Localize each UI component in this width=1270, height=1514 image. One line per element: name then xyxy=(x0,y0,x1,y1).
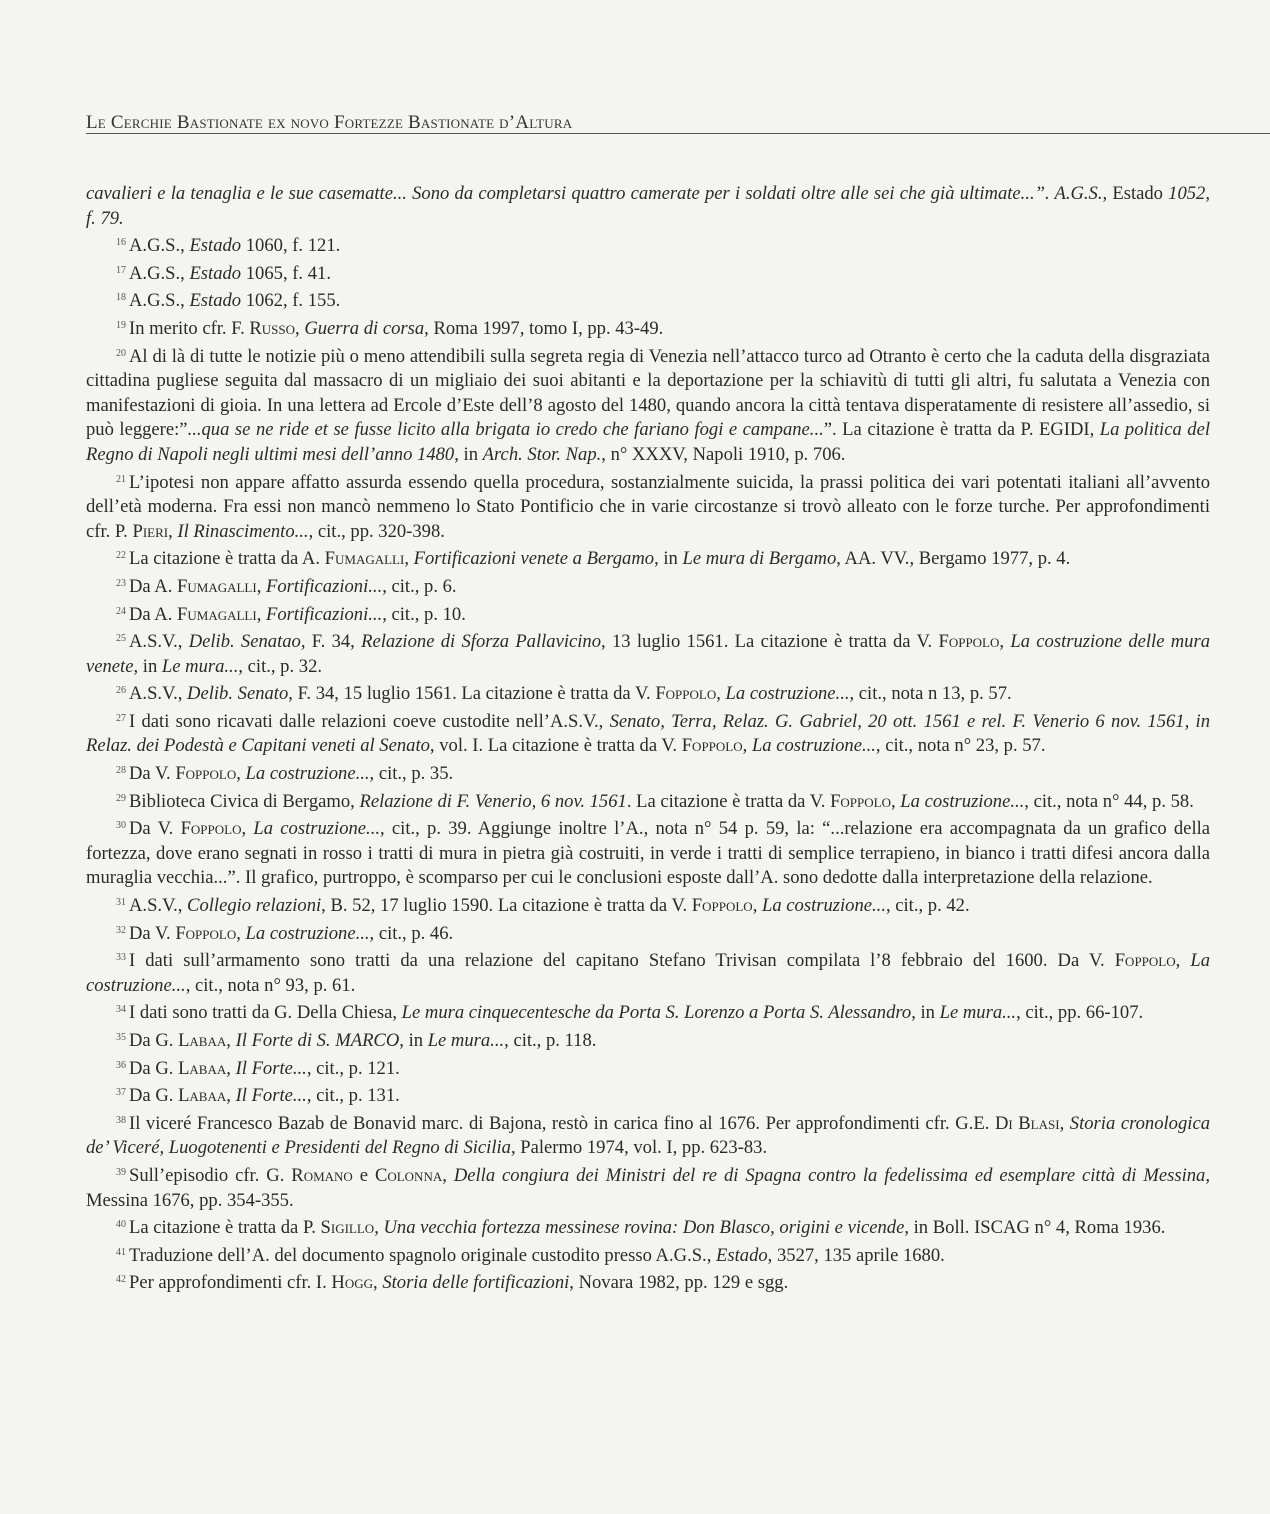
footnote-31 xyxy=(86,891,1210,919)
footnote-38 xyxy=(86,1109,1210,1161)
footnote-number: 24 xyxy=(116,605,126,617)
footnote-number: 32 xyxy=(116,924,126,936)
footnote-text-segment: , Messina 1676, pp. 354-355. xyxy=(86,1164,1210,1211)
footnote-text-segment: Romano xyxy=(291,1164,353,1186)
footnote-text-segment: Guerra di corsa xyxy=(304,317,425,339)
footnote-text-segment: , in Boll. ISCAG n° 4, Roma 1936. xyxy=(904,1217,1166,1239)
footnote-28 xyxy=(86,759,1210,787)
footnote-text-segment: Da A. xyxy=(129,575,178,597)
footnote-text-segment: , xyxy=(226,1085,236,1107)
footnote-text-segment: , in xyxy=(133,655,162,677)
footnote-text-segment: In merito cfr. F. xyxy=(129,317,250,339)
footnote-33 xyxy=(86,946,1210,998)
footnote-text-segment: , cit., p. 118. xyxy=(504,1030,597,1051)
footnote-text-segment: Foppolo xyxy=(691,895,753,917)
footnote-text-segment: , cit., p. 32. xyxy=(238,655,323,677)
footnote-text-segment: Fortificazioni... xyxy=(266,575,383,597)
footnote-text-segment: A.G.S., xyxy=(129,262,190,284)
footnote-27 xyxy=(86,707,1210,759)
footnote-21 xyxy=(86,468,1210,545)
footnote-text-segment: Della congiura dei Ministri del re di Spagna contro la fedelissima ed esemplare città di Messina xyxy=(453,1164,1206,1186)
footnote-text-segment: , xyxy=(442,1164,454,1186)
footnote-text-segment: , 3527, 135 aprile 1680. xyxy=(767,1244,945,1266)
footnote-text-segment: Pieri xyxy=(132,520,169,542)
footnote-number: 23 xyxy=(116,577,126,589)
footnote-text-segment: , cit., nota n° 23, p. 57. xyxy=(875,735,1046,757)
footnote-text-segment: , cit., nota n 13, p. 57. xyxy=(849,683,1012,705)
footnote-15 xyxy=(86,182,1210,231)
footnote-22 xyxy=(86,544,1210,572)
footnote-number: 35 xyxy=(116,1032,126,1043)
footnote-number: 39 xyxy=(116,1166,126,1178)
footnote-text-segment: , xyxy=(226,1030,236,1051)
footnote-text-segment: Da G. xyxy=(129,1057,179,1079)
footnote-text-segment: Per approfondimenti cfr. I. xyxy=(129,1272,332,1294)
footnote-text-segment: Foppolo xyxy=(175,922,237,944)
footnote-text-segment: Estado xyxy=(189,262,242,284)
footnote-text-segment: , Novara 1982, pp. 129 e sgg. xyxy=(569,1272,789,1294)
footnote-text-segment: La costruzione... xyxy=(751,735,876,757)
footnote-26 xyxy=(86,679,1210,707)
footnote-text-segment: Da G. xyxy=(129,1030,179,1051)
footnote-text-segment: ...qua se ne ride et se fusse licito alla brigata io credo che fariano fogi e campane... xyxy=(187,419,824,441)
footnote-number: 38 xyxy=(116,1114,126,1126)
footnote-text-segment: , F. 34, xyxy=(300,631,362,653)
footnote-20 xyxy=(86,342,1210,468)
footnote-text-segment: , cit., p. 121. xyxy=(306,1057,400,1079)
footnote-text-segment: ”. La citazione è tratta da P. EGIDI, xyxy=(823,419,1100,441)
footnote-16 xyxy=(86,231,1210,259)
footnote-text-segment: , in xyxy=(399,1030,428,1051)
footnote-text-segment: , AA. VV., Bergamo 1977, p. 4. xyxy=(836,548,1071,570)
footnote-text-segment: Biblioteca Civica di Bergamo, xyxy=(129,790,360,812)
footnote-text-segment: , xyxy=(168,520,178,542)
footnote-text-segment: Relazione di F. Venerio, 6 nov. 1561 xyxy=(359,790,627,812)
footnote-24 xyxy=(86,600,1210,628)
footnote-text-segment: Il Forte di S. MARCO xyxy=(235,1030,400,1051)
footnote-text-segment: Storia cronologica de’ Viceré, Luogotenenti e Presidenti del Regno di Sicilia xyxy=(86,1112,1210,1159)
footnote-text-segment: Una vecchia fortezza messinese rovina: Don Blasco, origini e vicende xyxy=(383,1217,905,1239)
footnote-text-segment: , cit., p. 6. xyxy=(382,575,457,597)
footnote-text-segment: Estado xyxy=(189,290,242,312)
footnote-text-segment: , xyxy=(716,683,726,705)
footnote-text-segment: Il Forte... xyxy=(235,1057,307,1079)
footnote-text-segment: Traduzione dell’A. del documento spagnolo originale custodito presso A.G.S., xyxy=(129,1244,717,1266)
footnote-text-segment: Estado xyxy=(189,235,242,257)
footnote-35 xyxy=(86,1026,1210,1054)
footnote-number: 19 xyxy=(116,319,126,331)
footnote-text-segment: , xyxy=(373,1272,383,1294)
footnote-text-segment: e xyxy=(352,1164,375,1186)
footnote-number: 16 xyxy=(116,237,126,249)
footnote-text-segment: , xyxy=(236,763,246,785)
footnote-text-segment: , 13 luglio 1561. La citazione è tratta da V. xyxy=(601,631,939,653)
footnote-text-segment: Fumagalli xyxy=(324,548,405,570)
footnote-text-segment: , cit., p. 39. Aggiunge inoltre l’A., nota n° 54 p. 59, la: “...relazione era accompagnata da un grafico della fortezza, dove erano segnati in rosso i tratti di mura in pietra già costruiti, in verde i tratti di semplice terrapieno, in bianco i tratti difesi ancora dalla muraglia vecchia...”. Il grafico, purtroppo, è scomparso per cui le conclusioni esposte dall’A. sono dedotte dalla interpretazione della relazione. xyxy=(86,818,1211,889)
footnote-text-segment: La politica del Regno di Napoli negli ultimi mesi dell’anno 1480 xyxy=(86,419,1210,465)
footnote-text-segment: Le mura... xyxy=(939,1002,1017,1024)
footnote-text-segment: , xyxy=(374,1217,384,1239)
footnote-number: 31 xyxy=(116,897,126,909)
footnote-text-segment: , vol. I. La citazione è tratta da V. xyxy=(429,735,682,757)
footnote-text-segment: Arch. Stor. Nap. xyxy=(482,443,602,465)
footnote-text-segment: , xyxy=(295,317,305,339)
footnote-text-segment: , xyxy=(236,922,246,944)
footnote-text-segment: 1060, f. 121. xyxy=(241,235,341,257)
footnote-number: 37 xyxy=(116,1087,126,1099)
footnote-text-segment: A.S.V., xyxy=(129,895,188,917)
footnote-text-segment: La costruzione... xyxy=(762,895,886,917)
footnote-number: 18 xyxy=(116,292,126,304)
footnote-40 xyxy=(86,1213,1210,1241)
footnote-text-segment: Delib. Senatao xyxy=(188,631,301,653)
footnote-text-segment: , cit., nota n° 44, p. 58. xyxy=(1024,790,1194,812)
footnote-text-segment: A.S.V., xyxy=(129,683,188,705)
footnote-text-segment: Collegio relazioni xyxy=(187,895,322,917)
footnote-text-segment: Colonna xyxy=(374,1164,443,1186)
footnote-text-segment: Relazione di Sforza Pallavicino xyxy=(361,631,602,653)
footnote-text-segment: La citazione è tratta da A. xyxy=(129,548,325,570)
footnote-number: 42 xyxy=(116,1274,126,1286)
footnote-text-segment: L’ipotesi non appare affatto assurda essendo quella procedura, sostanzialmente suicida, la prassi politica dei vari potentati italiani all’avvento dell’età moderna. Fra essi non mancò nemmeno lo Stato Pontificio che in varie circostanze si trovò alleato con le forze turche. Per approfondimenti cfr. P. xyxy=(86,471,1210,542)
footnote-text-segment: , xyxy=(241,818,254,840)
header-rule xyxy=(86,133,1270,134)
footnote-text-segment: , cit., nota n° 93, p. 61. xyxy=(185,974,356,996)
footnote-text-segment: , xyxy=(999,631,1011,653)
footnote-17 xyxy=(86,259,1210,287)
footnote-text-segment: , xyxy=(891,790,901,812)
footnote-text-segment: , in xyxy=(454,443,483,465)
footnote-text-segment: La citazione è tratta da P. xyxy=(129,1217,321,1239)
footnote-text-segment: Estado xyxy=(716,1244,768,1266)
footnote-number: 22 xyxy=(116,550,126,562)
footnote-text-segment: , n° XXXV, Napoli 1910, p. 706. xyxy=(601,443,846,465)
footnote-text-segment: 1065, f. 41. xyxy=(241,262,331,284)
footnote-text-segment: Labaa xyxy=(178,1030,227,1051)
footnote-text-segment: , xyxy=(1059,1112,1070,1134)
footnote-number: 36 xyxy=(116,1059,126,1071)
footnote-text-segment: , Palermo 1974, vol. I, pp. 623-83. xyxy=(510,1137,768,1159)
footnote-number: 26 xyxy=(116,685,126,697)
footnote-text-segment: Delib. Senato xyxy=(187,683,289,705)
footnote-text-segment: Le mura di Bergamo xyxy=(682,548,837,570)
footnote-text-segment: A.S.V., xyxy=(129,631,189,653)
footnote-text-segment: , xyxy=(1175,950,1191,972)
footnote-text-segment: I dati sono tratti da G. Della Chiesa, xyxy=(129,1002,402,1024)
footnote-41 xyxy=(86,1241,1210,1269)
footnote-text-segment: , cit., p. 10. xyxy=(382,603,466,625)
footnote-text-segment: , in xyxy=(654,548,683,570)
footnote-text-segment: La costruzione... xyxy=(900,790,1025,812)
footnote-text-segment: Fumagalli xyxy=(177,603,257,625)
footnote-37 xyxy=(86,1081,1210,1109)
footnote-text-segment: Foppolo xyxy=(681,735,743,757)
footnote-text-segment: Hogg xyxy=(331,1272,374,1294)
footnote-32 xyxy=(86,919,1210,947)
footnote-text-segment: . La citazione è tratta da V. xyxy=(626,790,831,812)
footnote-text-segment: Da A. xyxy=(129,603,178,625)
footnote-text-segment: Labaa xyxy=(178,1085,227,1107)
footnote-text-segment: , cit., pp. 320-398. xyxy=(308,520,445,542)
footnote-text-segment: La costruzione... xyxy=(245,763,370,785)
footnote-text-segment: , xyxy=(256,603,266,625)
footnotes xyxy=(86,182,1210,1296)
footnote-text-segment: , xyxy=(256,575,266,597)
footnote-number: 17 xyxy=(116,264,126,276)
footnote-42 xyxy=(86,1268,1210,1296)
footnote-18 xyxy=(86,286,1210,314)
footnote-number: 25 xyxy=(116,633,126,645)
footnote-number: 20 xyxy=(116,347,126,359)
footnote-text-segment: I dati sono ricavati dalle relazioni coeve custodite nell’A.S.V., xyxy=(129,710,610,732)
footnote-text-segment: , cit., p. 35. xyxy=(369,763,454,785)
footnote-text-segment: , xyxy=(752,895,762,917)
footnote-text-segment: I dati sull’armamento sono tratti da una relazione del capitano Stefano Trivisan compilata l’8 febbraio del 1600. Da V. xyxy=(129,950,1115,972)
footnote-text-segment: Fortificazioni... xyxy=(266,603,383,625)
footnote-number: 27 xyxy=(116,712,126,724)
footnote-text-segment: Le mura... xyxy=(427,1030,505,1051)
footnote-text-segment: La costruzione delle mura venete xyxy=(86,631,1210,677)
footnote-text-segment: cavalieri e la tenaglia e le sue casematte... Sono da completarsi quattro camerate per i soldati oltre alle sei che già ultimate...”. A.G.S., xyxy=(86,183,1113,204)
footnote-text-segment: Foppolo xyxy=(655,683,717,705)
footnote-text-segment: Foppolo xyxy=(180,818,242,840)
footnote-text-segment: A.G.S., xyxy=(129,290,190,312)
footnote-text-segment: Sigillo xyxy=(320,1217,375,1239)
footnote-text-segment: Di Blasi xyxy=(994,1112,1060,1134)
footnote-text-segment: La costruzione... xyxy=(86,950,1210,996)
footnote-number: 41 xyxy=(116,1246,126,1258)
footnote-text-segment: , xyxy=(404,548,414,570)
footnote-text-segment: La costruzione... xyxy=(253,818,380,840)
footnote-text-segment: , cit., pp. 66-107. xyxy=(1016,1002,1144,1024)
running-header xyxy=(86,112,1270,132)
footnote-text-segment: Da V. xyxy=(129,763,176,785)
footnote-23 xyxy=(86,572,1210,600)
footnote-text-segment: Russo xyxy=(249,317,296,339)
footnote-text-segment: Fumagalli xyxy=(177,575,257,597)
footnote-number: 34 xyxy=(116,1004,126,1016)
footnote-text-segment: Il viceré Francesco Bazab de Bonavid marc. di Bajona, restò in carica fino al 1676. Per approfondimenti cfr. G.E. xyxy=(129,1112,995,1134)
footnote-text-segment: 1062, f. 155. xyxy=(241,290,341,312)
footnote-text-segment: Foppolo xyxy=(830,790,891,812)
footnote-text-segment: , xyxy=(226,1057,236,1079)
footnote-text-segment: 1052, f. 79. xyxy=(86,183,1210,229)
footnote-19 xyxy=(86,314,1210,342)
footnote-text-segment: Senato, Terra, Relaz. G. Gabriel, 20 ott. 1561 e rel. F. Venerio 6 nov. 1561, in Relaz. dei Podestà e Capitani veneti al Senato xyxy=(86,710,1210,757)
footnote-text-segment: , in xyxy=(911,1002,940,1024)
footnote-text-segment: Le mura... xyxy=(161,655,239,677)
footnote-text-segment: Il Forte... xyxy=(235,1085,307,1107)
footnote-text-segment: Foppolo xyxy=(938,631,1000,653)
footnote-text-segment: Le mura cinquecentesche da Porta S. Lorenzo a Porta S. Alessandro xyxy=(401,1002,912,1024)
footnote-text-segment: Da G. xyxy=(129,1085,179,1107)
running-header-title: Le Cerchie Bastionate ex novo Fortezze Bastionate d’Altura xyxy=(86,112,573,133)
footnote-39 xyxy=(86,1161,1210,1213)
footnote-34 xyxy=(86,998,1210,1026)
footnote-text-segment: , cit., p. 46. xyxy=(369,922,454,944)
footnote-text-segment: , B. 52, 17 luglio 1590. La citazione è tratta da V. xyxy=(321,895,692,917)
footnote-text-segment: Estado xyxy=(1112,183,1163,204)
footnote-text-segment: Foppolo xyxy=(1114,950,1176,972)
footnote-text-segment: Storia delle fortificazioni xyxy=(382,1272,570,1294)
footnote-text-segment: Fortificazioni venete a Bergamo xyxy=(413,548,655,570)
footnote-text-segment: Al di là di tutte le notizie più o meno attendibili sulla segreta regia di Venezia nell’attacco turco ad Otranto è certo che la caduta della disgraziata cittadina pugliese seguita dal massacro di un migliaio dei suoi abitanti e la deportazione per la schiavitù di tutti gli altri, fu salutata a Venezia con manifestazioni di gioia. In una lettera ad Ercole d’Este dell’8 agosto del 1480, quando ancora la città tentava disperatamente di resistere all’assedio, si può leggere:” xyxy=(86,345,1210,441)
footnote-number: 29 xyxy=(116,792,126,804)
footnote-text-segment: Il Rinascimento... xyxy=(177,520,309,542)
footnote-text-segment: , Roma 1997, tomo I, pp. 43-49. xyxy=(424,317,664,339)
footnote-text-segment: A.G.S., xyxy=(129,235,190,257)
footnote-text-segment: , xyxy=(742,735,752,757)
footnote-text-segment: Sull’episodio cfr. G. xyxy=(129,1164,292,1186)
footnote-number: 40 xyxy=(116,1219,126,1231)
footnote-text-segment: Labaa xyxy=(178,1057,227,1079)
footnote-text-segment: , cit., p. 42. xyxy=(885,895,970,917)
footnote-text-segment: Foppolo xyxy=(175,763,237,785)
footnote-text-segment: Da V. xyxy=(129,922,176,944)
footnote-30 xyxy=(86,814,1210,891)
footnote-36 xyxy=(86,1054,1210,1082)
footnote-text-segment: , cit., p. 131. xyxy=(306,1085,400,1107)
footnote-text-segment: La costruzione... xyxy=(245,922,370,944)
footnote-25 xyxy=(86,627,1210,679)
footnote-text-segment: , F. 34, 15 luglio 1561. La citazione è tratta da V. xyxy=(288,683,656,705)
footnote-number: 21 xyxy=(116,473,126,485)
footnote-text-segment: Da V. xyxy=(129,818,181,840)
footnote-text-segment: La costruzione... xyxy=(725,683,850,705)
footnote-number: 30 xyxy=(116,820,126,832)
footnote-number: 33 xyxy=(116,952,126,964)
footnote-29 xyxy=(86,787,1210,815)
footnote-number: 28 xyxy=(116,765,126,777)
